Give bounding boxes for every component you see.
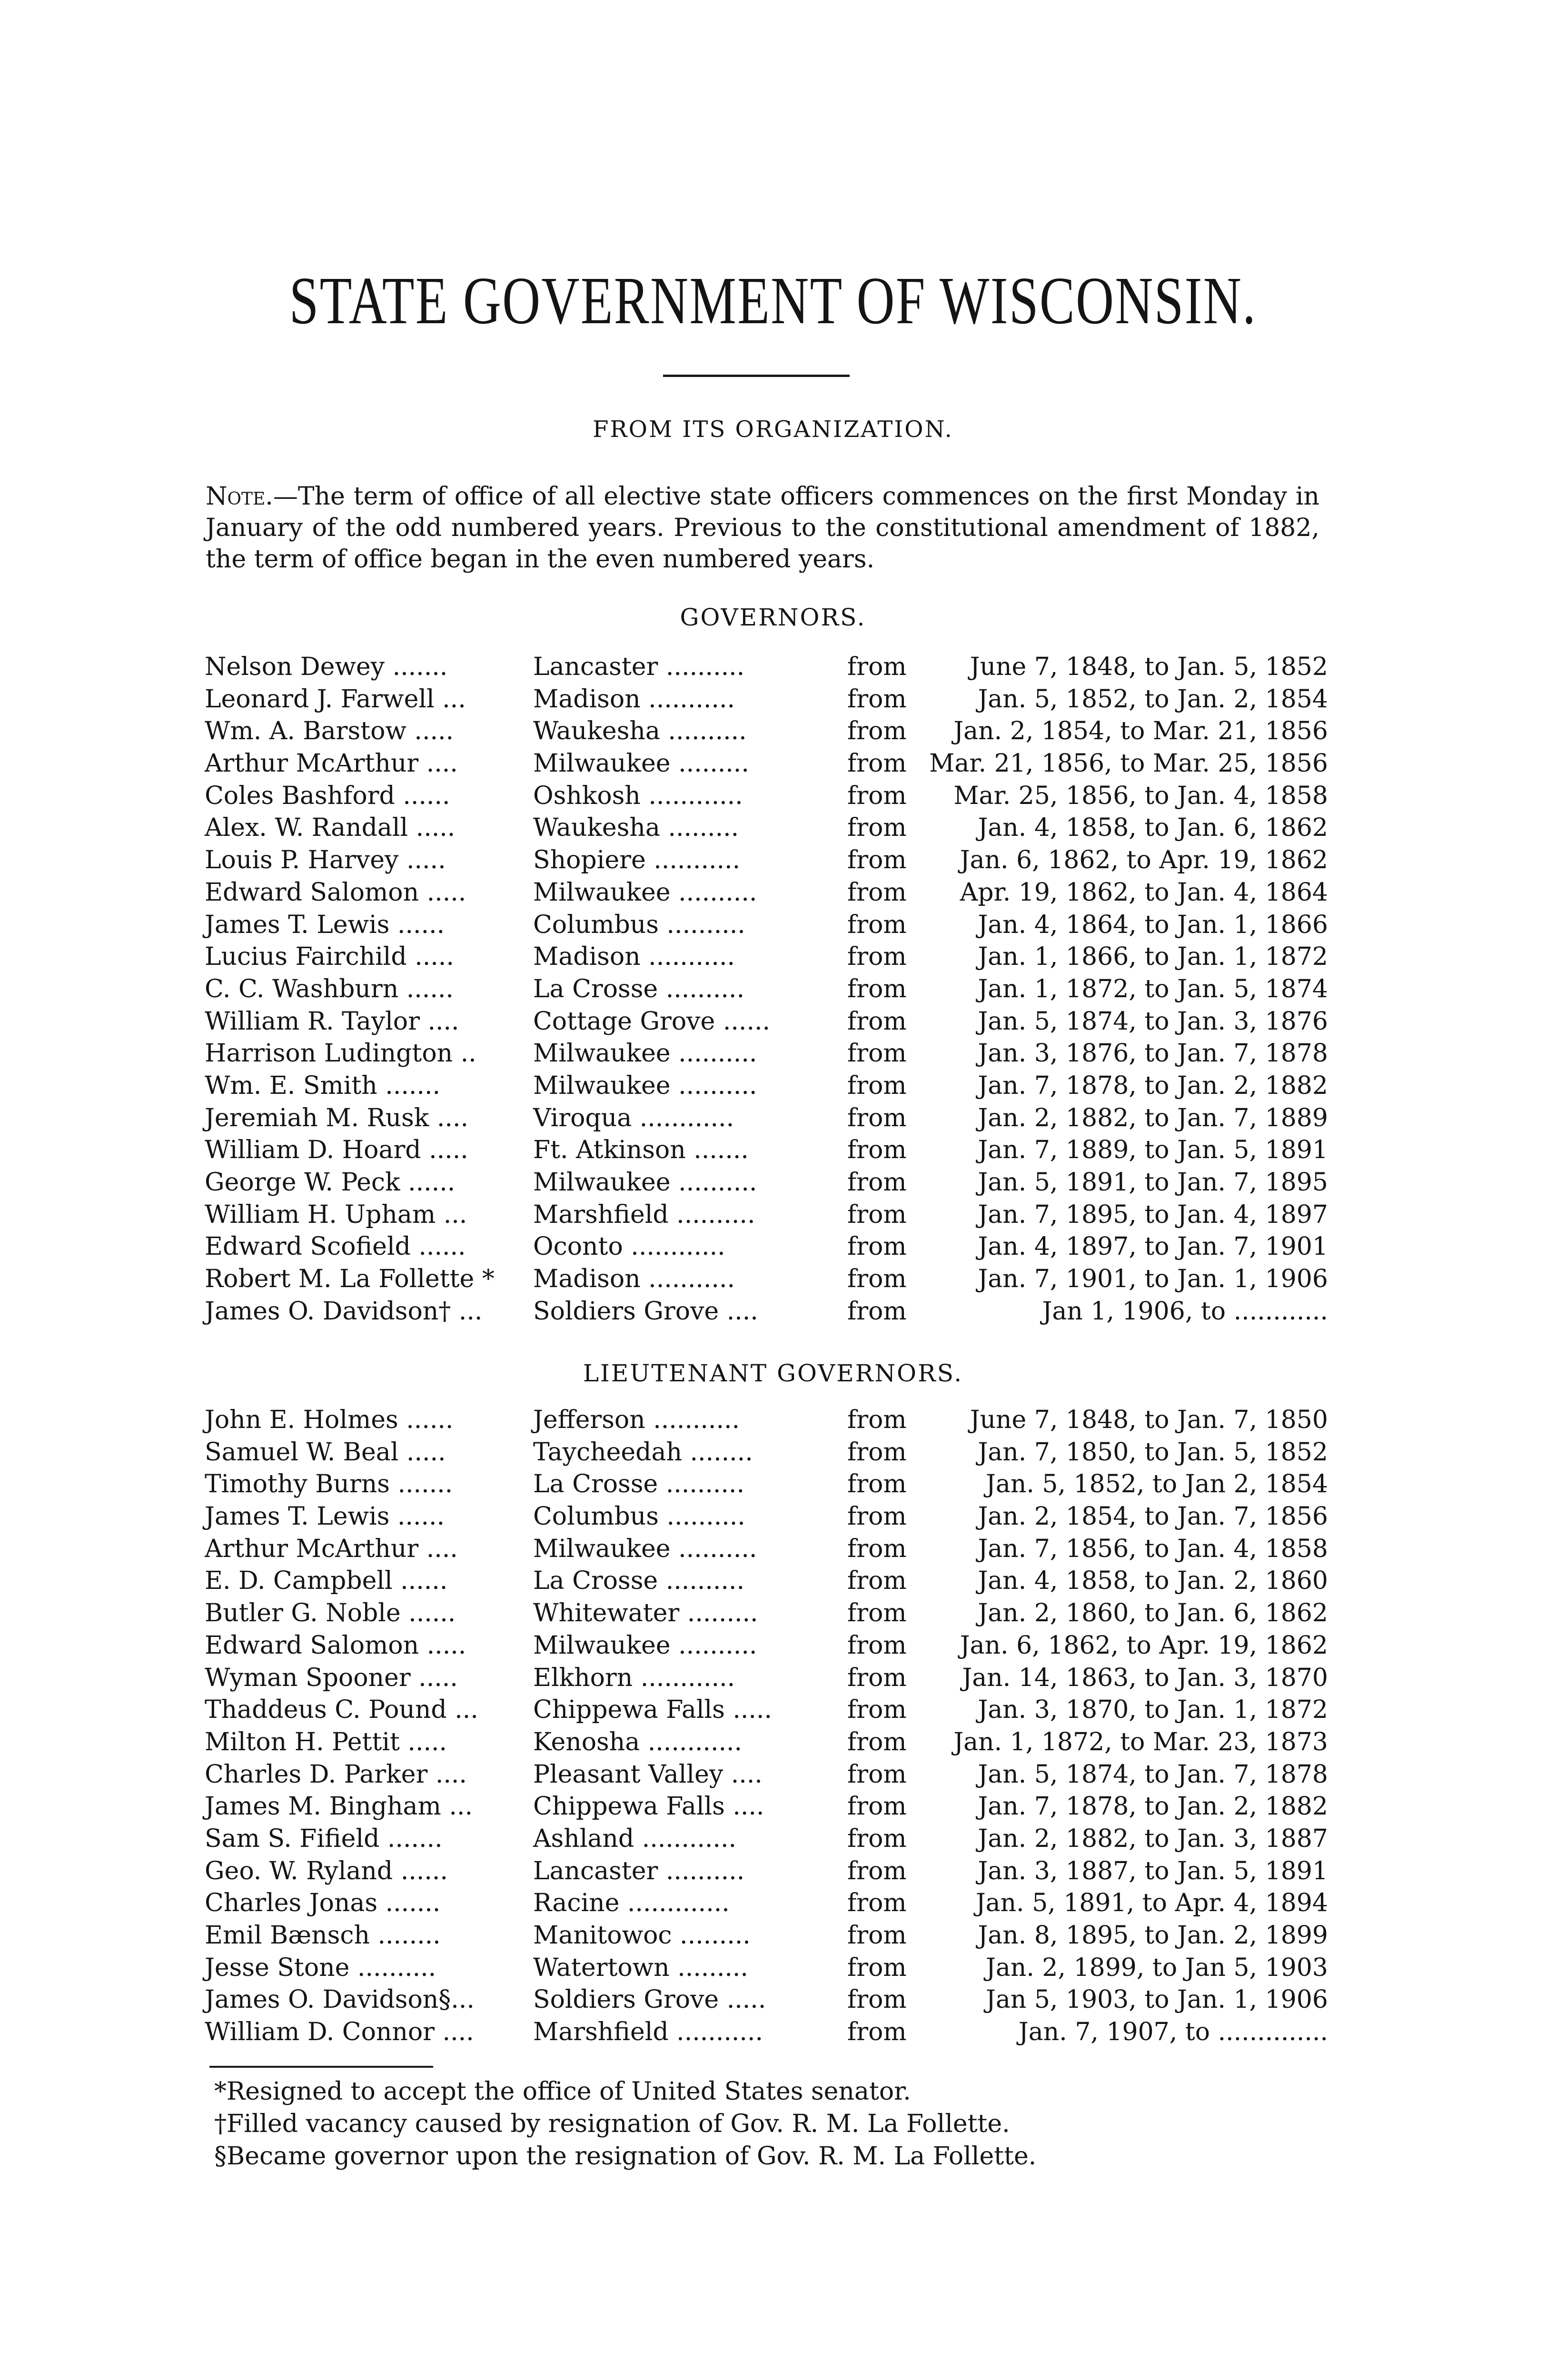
term-from-label: from <box>847 1889 907 1918</box>
officer-name: Milton H. Pettit ..... <box>205 1727 447 1756</box>
officer-row <box>205 877 1328 909</box>
officer-term: Jan. 1, 1866, to Jan. 1, 1872 <box>978 942 1328 972</box>
officer-name: James T. Lewis ...... <box>205 910 445 939</box>
term-from-label: from <box>847 1265 907 1294</box>
officer-term: Jan. 7, 1889, to Jan. 5, 1891 <box>978 1136 1328 1165</box>
officer-town: Columbus .......... <box>533 910 745 939</box>
officer-town: Chippewa Falls .... <box>533 1792 764 1821</box>
officer-term: Jan. 6, 1862, to Apr. 19, 1862 <box>960 1631 1328 1660</box>
officer-name: William D. Connor .... <box>205 2018 474 2047</box>
officer-town: Milwaukee .......... <box>533 878 757 907</box>
officer-term: Jan. 5, 1874, to Jan. 3, 1876 <box>978 1007 1328 1036</box>
officer-row <box>205 1501 1328 1533</box>
officer-name: Timothy Burns ....... <box>205 1470 453 1499</box>
officer-term: Jan. 2, 1854, to Jan. 7, 1856 <box>978 1502 1328 1531</box>
term-from-label: from <box>847 1567 907 1596</box>
officer-row <box>205 1070 1328 1102</box>
term-from-label: from <box>847 1007 907 1036</box>
officer-name: E. D. Campbell ...... <box>205 1567 448 1596</box>
officer-term: Jan. 4, 1858, to Jan. 2, 1860 <box>978 1567 1328 1596</box>
term-from-label: from <box>847 717 907 746</box>
officer-name: Geo. W. Ryland ...... <box>205 1856 448 1885</box>
officer-name: Lucius Fairchild ..... <box>205 942 454 972</box>
governors-heading: GOVERNORS. <box>680 604 866 631</box>
officer-term: Jan. 5, 1874, to Jan. 7, 1878 <box>978 1760 1328 1789</box>
officer-name: George W. Peck ...... <box>205 1168 456 1197</box>
term-from-label: from <box>847 1297 907 1326</box>
term-from-label: from <box>847 1470 907 1499</box>
officer-term: Jan. 3, 1876, to Jan. 7, 1878 <box>978 1039 1328 1068</box>
officer-name: James O. Davidson§... <box>205 1985 475 2014</box>
officer-term: Jan. 4, 1864, to Jan. 1, 1866 <box>978 910 1328 939</box>
note-paragraph <box>206 481 1319 575</box>
officer-row <box>205 2016 1328 2049</box>
officer-name: Robert M. La Follette * <box>205 1265 495 1294</box>
officer-term: Jan. 5, 1852, to Jan. 2, 1854 <box>978 684 1328 714</box>
officer-row <box>205 1006 1328 1038</box>
officer-town: Viroqua ............ <box>533 1103 734 1132</box>
officer-town: Milwaukee .......... <box>533 1039 757 1068</box>
officer-row <box>205 1263 1328 1296</box>
officer-term: Jan. 7, 1907, to .............. <box>1018 2018 1328 2047</box>
officer-row <box>205 1984 1328 2016</box>
term-from-label: from <box>847 1856 907 1885</box>
term-from-label: from <box>847 1232 907 1261</box>
officer-term: Jan. 4, 1858, to Jan. 6, 1862 <box>978 813 1328 843</box>
officer-town: Milwaukee ......... <box>533 749 749 778</box>
officer-name: James T. Lewis ...... <box>205 1502 445 1531</box>
officer-term: Jan. 7, 1878, to Jan. 2, 1882 <box>978 1792 1328 1821</box>
officer-name: James O. Davidson† ... <box>205 1297 483 1326</box>
term-from-label: from <box>847 878 907 907</box>
officer-town: Milwaukee .......... <box>533 1534 757 1563</box>
officer-row <box>205 1726 1328 1759</box>
term-from-label: from <box>847 1534 907 1563</box>
officer-term: Jan. 3, 1887, to Jan. 5, 1891 <box>978 1856 1328 1885</box>
term-from-label: from <box>847 942 907 972</box>
officer-term: Jan. 7, 1850, to Jan. 5, 1852 <box>978 1438 1328 1467</box>
officer-town: Waukesha .......... <box>533 717 747 746</box>
term-from-label: from <box>847 2018 907 2047</box>
officer-term: June 7, 1848, to Jan. 5, 1852 <box>970 653 1328 681</box>
officer-term: Apr. 19, 1862, to Jan. 4, 1864 <box>960 878 1328 907</box>
officer-town: Milwaukee .......... <box>533 1071 757 1100</box>
officer-row <box>205 1167 1328 1199</box>
officer-town: Watertown ......... <box>533 1953 748 1982</box>
term-from-label: from <box>847 1663 907 1692</box>
officer-row <box>205 1404 1328 1437</box>
term-from-label: from <box>847 1039 907 1068</box>
term-from-label: from <box>847 1631 907 1660</box>
officer-name: Edward Salomon ..... <box>205 878 466 907</box>
officer-name: Arthur McArthur .... <box>205 749 458 778</box>
officer-term: June 7, 1848, to Jan. 7, 1850 <box>970 1406 1328 1434</box>
term-from-label: from <box>847 1760 907 1789</box>
officer-term: Jan. 5, 1852, to Jan 2, 1854 <box>985 1470 1328 1499</box>
officer-town: Manitowoc ......... <box>533 1921 751 1950</box>
officer-name: Nelson Dewey ....... <box>205 653 448 681</box>
officer-row <box>205 1759 1328 1791</box>
officer-town: Jefferson ........... <box>533 1406 740 1434</box>
officer-name: Leonard J. Farwell ... <box>205 684 466 714</box>
officer-name: Wyman Spooner ..... <box>205 1663 458 1692</box>
term-from-label: from <box>847 1599 907 1628</box>
term-from-label: from <box>847 1696 907 1725</box>
officer-row <box>205 1855 1328 1888</box>
officer-town: Marshfield ........... <box>533 2018 763 2047</box>
term-from-label: from <box>847 1502 907 1531</box>
footnotes <box>214 2075 1309 2172</box>
officer-row <box>205 1887 1328 1920</box>
officer-term: Jan 1, 1906, to ............ <box>1042 1297 1328 1326</box>
term-from-label: from <box>847 1792 907 1821</box>
officer-term: Mar. 25, 1856, to Jan. 4, 1858 <box>953 781 1328 810</box>
officer-town: Oshkosh ............ <box>533 781 743 810</box>
officer-row <box>205 651 1328 684</box>
officer-row <box>205 1694 1328 1726</box>
lieutenant-governors-list <box>205 1404 1328 2049</box>
officer-row <box>205 1533 1328 1566</box>
officer-row <box>205 1920 1328 1952</box>
officer-row <box>205 684 1328 716</box>
officer-name: Wm. A. Barstow ..... <box>205 717 454 746</box>
officer-town: Pleasant Valley .... <box>533 1760 763 1789</box>
officer-term: Jan. 2, 1860, to Jan. 6, 1862 <box>978 1599 1328 1628</box>
officer-town: Columbus .......... <box>533 1502 745 1531</box>
officer-term: Jan. 6, 1862, to Apr. 19, 1862 <box>960 846 1328 875</box>
officer-name: Thaddeus C. Pound ... <box>205 1696 478 1725</box>
officer-name: Charles D. Parker .... <box>205 1760 467 1789</box>
officer-row <box>205 812 1328 844</box>
officer-name: Wm. E. Smith ....... <box>205 1071 441 1100</box>
officer-name: Sam S. Fifield ....... <box>205 1824 443 1853</box>
officer-town: Milwaukee .......... <box>533 1168 757 1197</box>
officer-term: Jan. 7, 1895, to Jan. 4, 1897 <box>978 1200 1328 1229</box>
officer-name: C. C. Washburn ...... <box>205 974 454 1003</box>
officer-row <box>205 1231 1328 1263</box>
term-from-label: from <box>847 1824 907 1853</box>
officer-town: Marshfield .......... <box>533 1200 755 1229</box>
officer-town: Whitewater ......... <box>533 1599 758 1628</box>
officer-town: Taycheedah ........ <box>533 1438 753 1467</box>
officer-town: Madison ........... <box>533 942 735 972</box>
officer-row <box>205 748 1328 780</box>
governors-list <box>205 651 1328 1328</box>
note-label: Note. <box>206 482 273 511</box>
officer-row <box>205 1662 1328 1695</box>
term-from-label: from <box>847 910 907 939</box>
term-from-label: from <box>847 1168 907 1197</box>
officer-town: Soldiers Grove ..... <box>533 1985 766 2014</box>
officer-row <box>205 1437 1328 1469</box>
officer-term: Jan. 7, 1901, to Jan. 1, 1906 <box>978 1265 1328 1294</box>
officer-name: Edward Salomon ..... <box>205 1631 466 1660</box>
officer-term: Jan. 5, 1891, to Apr. 4, 1894 <box>975 1889 1328 1918</box>
officer-name: Harrison Ludington .. <box>205 1039 476 1068</box>
footnote-resigned: *Resigned to accept the office of United States senator. <box>214 2077 911 2106</box>
officer-town: Cottage Grove ...... <box>533 1007 771 1036</box>
officer-town: Elkhorn ............ <box>533 1663 735 1692</box>
term-from-label: from <box>847 781 907 810</box>
term-from-label: from <box>847 1727 907 1756</box>
officer-town: Lancaster .......... <box>533 1856 745 1885</box>
officer-row <box>205 1102 1328 1135</box>
officer-name: Coles Bashford ...... <box>205 781 450 810</box>
officer-name: William R. Taylor .... <box>205 1007 459 1036</box>
officer-town: Oconto ............ <box>533 1232 725 1261</box>
officer-row <box>205 973 1328 1006</box>
officer-row <box>205 780 1328 813</box>
officer-term: Mar. 21, 1856, to Mar. 25, 1856 <box>929 749 1328 778</box>
officer-town: Ft. Atkinson ....... <box>533 1136 749 1165</box>
page-subtitle: FROM ITS ORGANIZATION. <box>593 416 953 443</box>
officer-row <box>205 909 1328 942</box>
officer-row <box>205 1038 1328 1070</box>
officer-town: Madison ........... <box>533 1265 735 1294</box>
officer-row <box>205 1468 1328 1501</box>
officer-term: Jan. 8, 1895, to Jan. 2, 1899 <box>978 1921 1328 1950</box>
officer-name: Charles Jonas ....... <box>205 1889 441 1918</box>
officer-town: Madison ........... <box>533 684 735 714</box>
page-title: STATE GOVERNMENT OF WISCONSIN. <box>289 263 1257 338</box>
officer-name: Butler G. Noble ...... <box>205 1599 456 1628</box>
lieutenant-governors-heading: LIEUTENANT GOVERNORS. <box>583 1359 963 1387</box>
term-from-label: from <box>847 813 907 843</box>
officer-town: Racine ............. <box>533 1889 730 1918</box>
officer-term: Jan. 2, 1882, to Jan. 3, 1887 <box>978 1824 1328 1853</box>
term-from-label: from <box>847 684 907 714</box>
officer-name: William H. Upham ... <box>205 1200 467 1229</box>
term-from-label: from <box>847 1136 907 1165</box>
officer-town: La Crosse .......... <box>533 1470 744 1499</box>
officer-row <box>205 941 1328 973</box>
officer-town: Waukesha ......... <box>533 813 739 843</box>
officer-row <box>205 1823 1328 1855</box>
officer-term: Jan. 7, 1856, to Jan. 4, 1858 <box>978 1534 1328 1563</box>
officer-name: Louis P. Harvey ..... <box>205 846 446 875</box>
term-from-label: from <box>847 653 907 681</box>
term-from-label: from <box>847 1200 907 1229</box>
term-from-label: from <box>847 1985 907 2014</box>
title-rule <box>663 375 850 377</box>
officer-name: Emil Bænsch ........ <box>205 1921 441 1950</box>
officer-town: Milwaukee .......... <box>533 1631 757 1660</box>
officer-term: Jan. 3, 1870, to Jan. 1, 1872 <box>978 1696 1328 1725</box>
officer-term: Jan. 2, 1882, to Jan. 7, 1889 <box>978 1103 1328 1132</box>
officer-row <box>205 1296 1328 1328</box>
term-from-label: from <box>847 1921 907 1950</box>
footnote-rule <box>209 2066 433 2068</box>
officer-town: Kenosha ............ <box>533 1727 743 1756</box>
term-from-label: from <box>847 1438 907 1467</box>
officer-town: La Crosse .......... <box>533 974 744 1003</box>
term-from-label: from <box>847 1953 907 1982</box>
officer-row <box>205 1565 1328 1597</box>
officer-name: Edward Scofield ...... <box>205 1232 466 1261</box>
officer-name: James M. Bingham ... <box>205 1792 473 1821</box>
officer-row <box>205 1952 1328 1984</box>
officer-name: Arthur McArthur .... <box>205 1534 458 1563</box>
officer-name: Alex. W. Randall ..... <box>205 813 456 843</box>
officer-row <box>205 844 1328 877</box>
officer-row <box>205 1134 1328 1167</box>
officer-name: Samuel W. Beal ..... <box>205 1438 446 1467</box>
officer-town: Lancaster .......... <box>533 653 745 681</box>
officer-name: Jeremiah M. Rusk .... <box>205 1103 468 1132</box>
officer-town: Shopiere ........... <box>533 846 741 875</box>
officer-row <box>205 1630 1328 1662</box>
officer-row <box>205 1199 1328 1231</box>
officer-term: Jan. 1, 1872, to Jan. 5, 1874 <box>978 974 1328 1003</box>
officer-town: Ashland ............ <box>533 1824 737 1853</box>
officer-term: Jan. 7, 1878, to Jan. 2, 1882 <box>978 1071 1328 1100</box>
term-from-label: from <box>847 1103 907 1132</box>
officer-town: Soldiers Grove .... <box>533 1297 758 1326</box>
officer-term: Jan. 5, 1891, to Jan. 7, 1895 <box>978 1168 1328 1197</box>
term-from-label: from <box>847 749 907 778</box>
footnote-became-governor: §Became governor upon the resignation of Gov. R. M. La Follette. <box>214 2142 1037 2171</box>
officer-name: William D. Hoard ..... <box>205 1136 468 1165</box>
term-from-label: from <box>847 846 907 875</box>
officer-term: Jan. 14, 1863, to Jan. 3, 1870 <box>962 1663 1328 1692</box>
note-text: —The term of office of all elective state officers commences on the first Monday in January of the odd numbered years. Previous to the constitutional amendment of 1882, the term of office began in the even numbered years. <box>206 482 1319 574</box>
officer-town: La Crosse .......... <box>533 1567 744 1596</box>
officer-term: Jan. 4, 1897, to Jan. 7, 1901 <box>978 1232 1328 1261</box>
officer-term: Jan. 1, 1872, to Mar. 23, 1873 <box>953 1727 1328 1756</box>
term-from-label: from <box>847 1406 907 1434</box>
officer-row <box>205 1597 1328 1630</box>
officer-name: Jesse Stone .......... <box>205 1953 436 1982</box>
officer-term: Jan 5, 1903, to Jan. 1, 1906 <box>985 1985 1328 2014</box>
officer-term: Jan. 2, 1854, to Mar. 21, 1856 <box>953 717 1328 746</box>
officer-row <box>205 1791 1328 1823</box>
footnote-filled-vacancy: †Filled vacancy caused by resignation of Gov. R. M. La Follette. <box>214 2110 1010 2138</box>
officer-term: Jan. 2, 1899, to Jan 5, 1903 <box>985 1953 1328 1982</box>
term-from-label: from <box>847 1071 907 1100</box>
officer-town: Chippewa Falls ..... <box>533 1696 772 1725</box>
term-from-label: from <box>847 974 907 1003</box>
officer-name: John E. Holmes ...... <box>205 1406 454 1434</box>
officer-row <box>205 715 1328 748</box>
